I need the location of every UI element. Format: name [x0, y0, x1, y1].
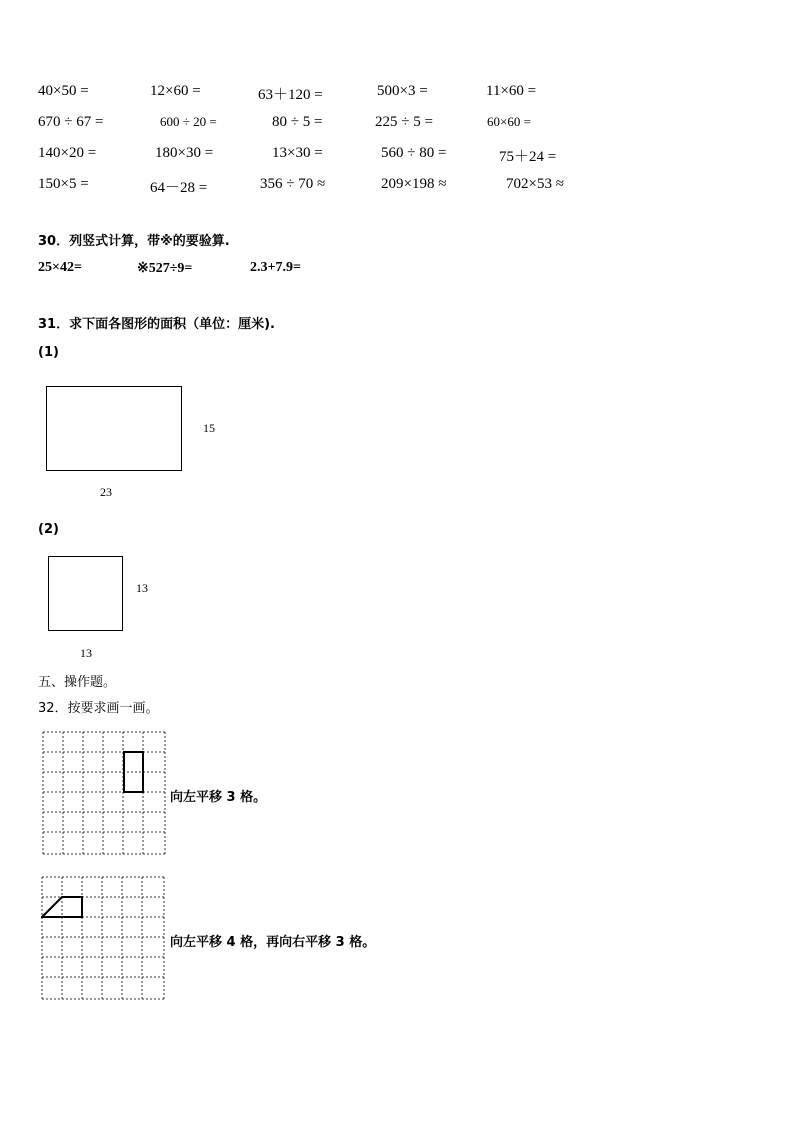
rectangle-figure	[46, 386, 182, 471]
dotted-grid-2	[41, 876, 165, 1000]
square-height-label: 13	[136, 581, 148, 595]
square-width-label: 13	[80, 646, 92, 660]
calc-item: 40×50 =	[38, 83, 89, 99]
calc-item: 140×20 =	[38, 145, 97, 161]
calc-item: 670 ÷ 67 =	[38, 114, 104, 130]
question-30-title: 30．列竖式计算，带※的要验算.	[38, 234, 230, 249]
calc-item: 80 ÷ 5 =	[272, 114, 323, 130]
calc-item: 225 ÷ 5 =	[375, 114, 433, 130]
calc-item: 11×60 =	[486, 83, 537, 99]
rectangle-width-label: 23	[100, 485, 112, 499]
square-figure	[48, 556, 123, 631]
calc-item: 13×30 =	[272, 145, 323, 161]
figure-2-label: (2)	[38, 522, 59, 537]
question-31-title: 31．求下面各图形的面积（单位：厘米).	[38, 317, 275, 332]
calc-item: 180×30 =	[155, 145, 214, 161]
calc-item: 75＋24 =	[499, 149, 557, 165]
calc-item: 12×60 =	[150, 83, 201, 99]
calc-item: 150×5 =	[38, 176, 89, 192]
calc-item: 702×53 ≈	[506, 176, 564, 192]
section-5-title: 五、操作题。	[38, 675, 117, 690]
rectangle-height-label: 15	[203, 421, 215, 435]
vertical-calc-expr: 2.3+7.9=	[250, 260, 301, 275]
grid-1-instruction: 向左平移 3 格。	[170, 790, 267, 805]
calc-item: 60×60 =	[487, 114, 531, 129]
question-32-title: 32．按要求画一画。	[38, 701, 159, 716]
calc-item: 600 ÷ 20 =	[160, 114, 217, 129]
calc-item: 64－28 =	[150, 180, 208, 196]
calc-item: 63＋120 =	[258, 87, 323, 103]
calc-item: 500×3 =	[377, 83, 428, 99]
calc-item: 560 ÷ 80 =	[381, 145, 447, 161]
calc-item: 356 ÷ 70 ≈	[260, 176, 326, 192]
calc-item: 209×198 ≈	[381, 176, 447, 192]
dotted-grid-1	[42, 731, 166, 855]
figure-1-label: (1)	[38, 345, 59, 360]
vertical-calc-expr: 25×42=	[38, 260, 82, 275]
vertical-calc-expr: ※527÷9=	[137, 261, 193, 276]
grid-2-instruction: 向左平移 4 格，再向右平移 3 格。	[170, 935, 376, 950]
